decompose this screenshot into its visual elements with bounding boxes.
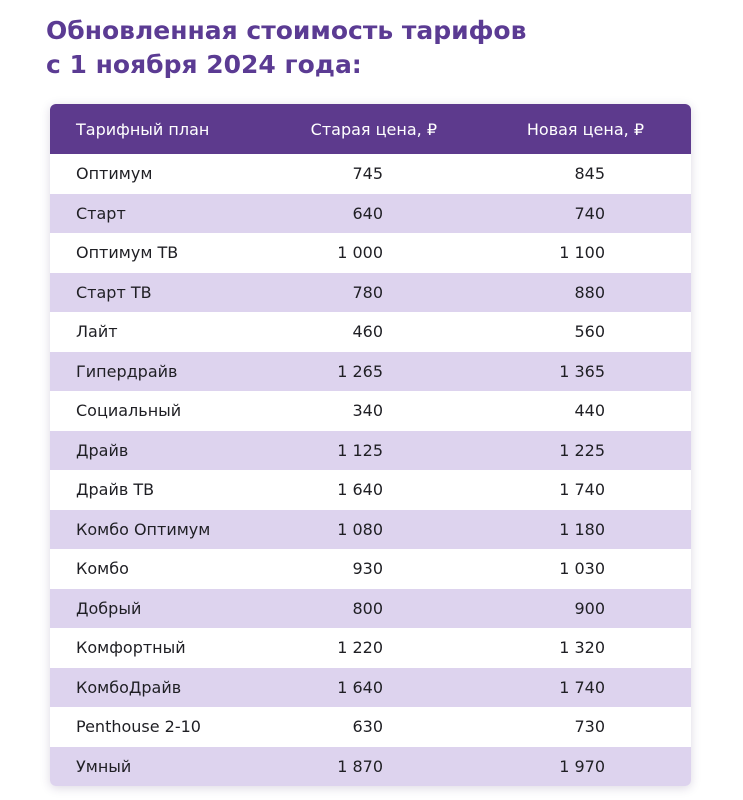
plan-name: Лайт	[76, 322, 118, 342]
new-price: 1 180	[559, 519, 605, 539]
plan-name: Добрый	[76, 598, 142, 618]
new-price: 1 365	[559, 361, 605, 381]
old-price: 930	[352, 559, 383, 579]
new-price: 900	[574, 598, 605, 618]
old-price: 1 080	[337, 519, 383, 539]
new-price: 560	[574, 322, 605, 342]
old-price: 630	[352, 717, 383, 737]
old-price: 340	[352, 401, 383, 421]
plan-name: Гипердрайв	[76, 361, 178, 381]
plan-name: Социальный	[76, 401, 182, 421]
new-price: 845	[574, 164, 605, 184]
new-price: 730	[574, 717, 605, 737]
old-price: 1 640	[337, 677, 383, 697]
table-row	[50, 194, 691, 234]
table-header	[50, 104, 691, 154]
header-plan: Тарифный план	[76, 119, 210, 139]
table-row	[50, 549, 691, 589]
header-old-price: Старая цена, ₽	[310, 119, 437, 139]
new-price: 1 740	[559, 480, 605, 500]
tariff-table	[50, 104, 691, 786]
old-price: 800	[352, 598, 383, 618]
table-row	[50, 154, 691, 194]
table-row	[50, 589, 691, 629]
old-price: 460	[352, 322, 383, 342]
plan-name: Старт ТВ	[76, 282, 152, 302]
old-price: 640	[352, 203, 383, 223]
old-price: 1 000	[337, 243, 383, 263]
table-row	[50, 391, 691, 431]
header-new-price: Новая цена, ₽	[526, 119, 644, 139]
new-price: 1 970	[559, 756, 605, 776]
page-title	[46, 14, 526, 82]
new-price: 1 740	[559, 677, 605, 697]
plan-name: Комбо	[76, 559, 129, 579]
plan-name: Оптимум	[76, 164, 153, 184]
plan-name: Комфортный	[76, 638, 186, 658]
old-price: 1 220	[337, 638, 383, 658]
old-price: 1 125	[337, 440, 383, 460]
old-price: 780	[352, 282, 383, 302]
page-title-line-2: с 1 ноября 2024 года:	[46, 50, 362, 79]
table-row	[50, 707, 691, 747]
plan-name: Умный	[76, 756, 132, 776]
new-price: 1 030	[559, 559, 605, 579]
old-price: 1 640	[337, 480, 383, 500]
plan-name: Penthouse 2-10	[76, 717, 201, 737]
table-row	[50, 470, 691, 510]
new-price: 740	[574, 203, 605, 223]
table-row	[50, 510, 691, 550]
new-price: 1 320	[559, 638, 605, 658]
table-row	[50, 431, 691, 471]
table-row	[50, 352, 691, 392]
old-price: 1 265	[337, 361, 383, 381]
table-row	[50, 628, 691, 668]
page-title-line-1: Обновленная стоимость тарифов	[46, 16, 527, 45]
new-price: 1 100	[559, 243, 605, 263]
plan-name: Драйв ТВ	[76, 480, 155, 500]
plan-name: Старт	[76, 203, 126, 223]
table-row	[50, 312, 691, 352]
table-row	[50, 273, 691, 313]
plan-name: Комбо Оптимум	[76, 519, 211, 539]
table-row	[50, 747, 691, 787]
old-price: 1 870	[337, 756, 383, 776]
new-price: 1 225	[559, 440, 605, 460]
new-price: 440	[574, 401, 605, 421]
plan-name: Драйв	[76, 440, 129, 460]
table-row	[50, 233, 691, 273]
table-row	[50, 668, 691, 708]
new-price: 880	[574, 282, 605, 302]
plan-name: КомбоДрайв	[76, 677, 182, 697]
table-body	[50, 154, 691, 786]
plan-name: Оптимум ТВ	[76, 243, 179, 263]
old-price: 745	[352, 164, 383, 184]
